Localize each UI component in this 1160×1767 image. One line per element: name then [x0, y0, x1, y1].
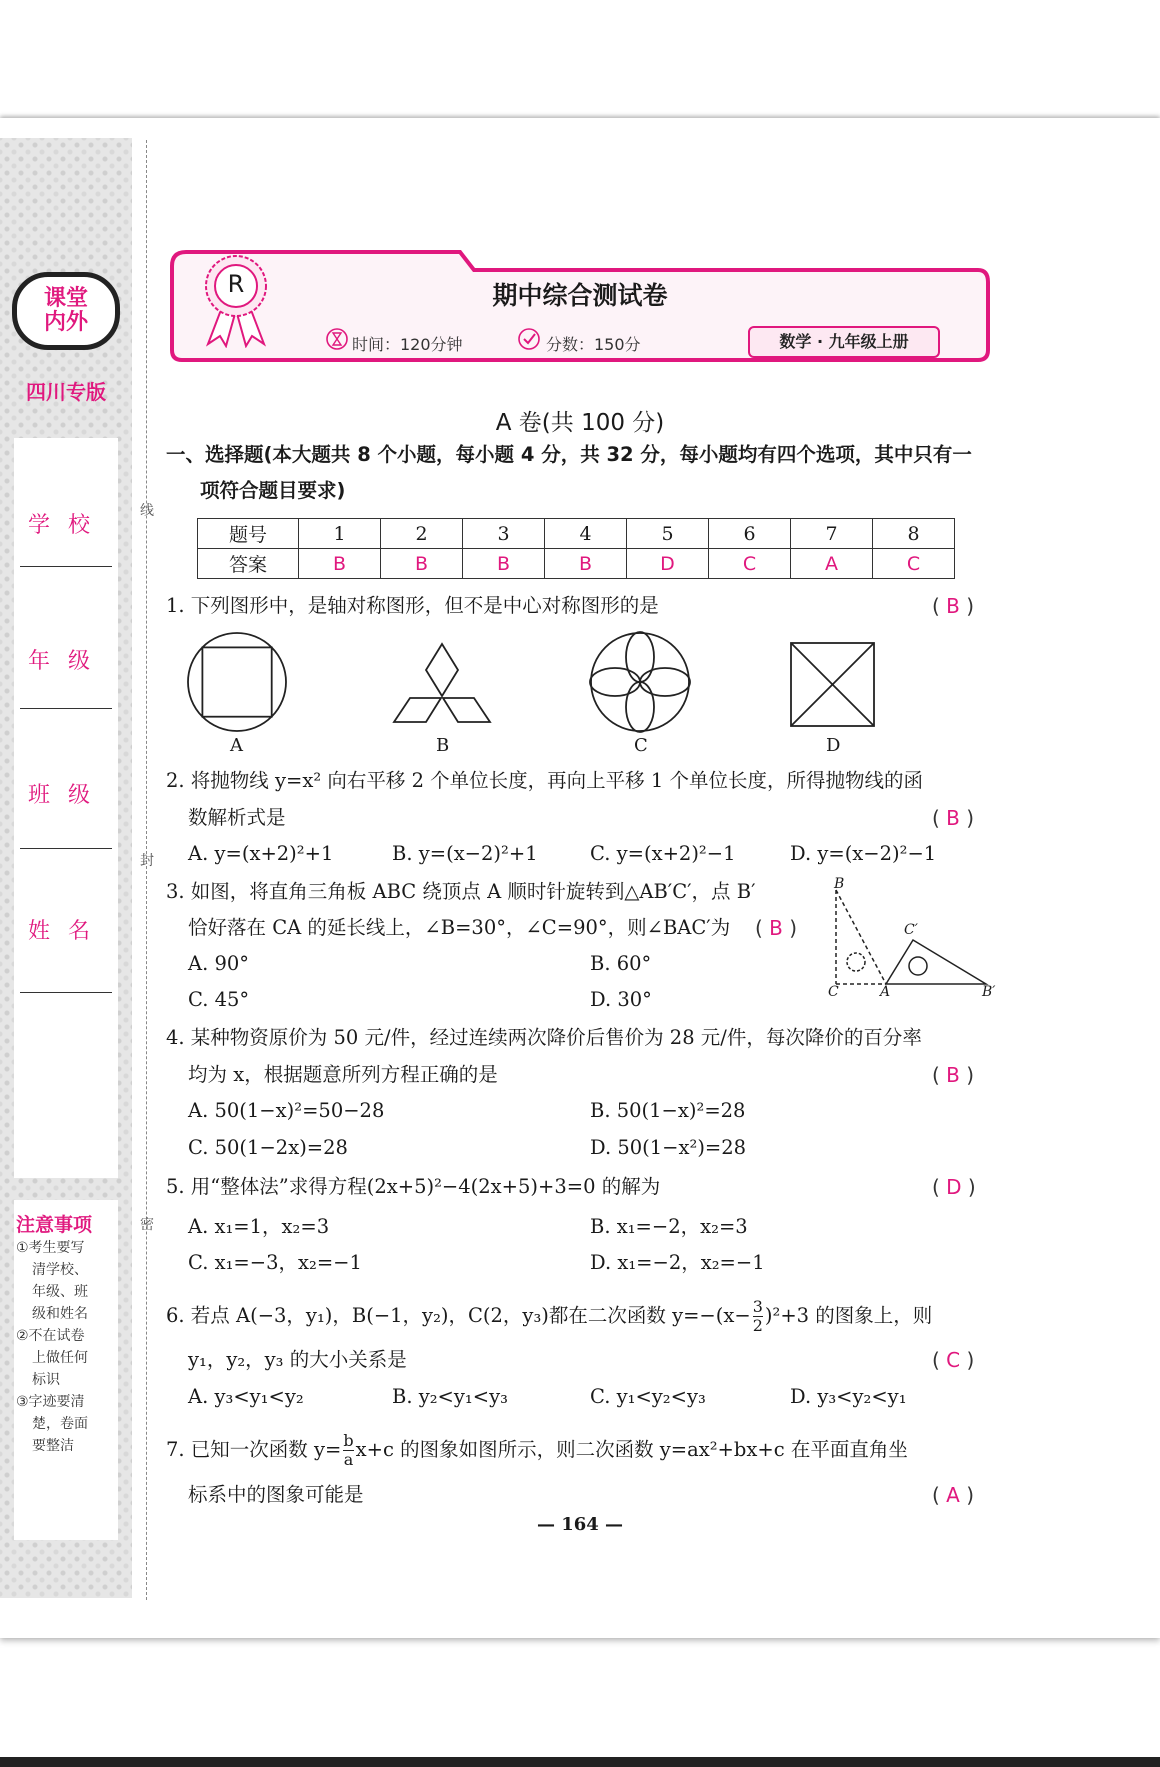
answer-cell[interactable]: C [873, 549, 955, 579]
question-6-text-part: )²+3 的图象上，则 [764, 1304, 933, 1327]
figure-label: B′ [982, 984, 996, 1000]
option[interactable]: D. y=(x−2)²−1 [790, 842, 937, 865]
notes-title: 注意事项 [16, 1214, 93, 1236]
brand-logo [12, 272, 120, 350]
note-line: ①考生要写 [16, 1240, 85, 1256]
fraction [343, 1432, 353, 1469]
field-grade-line[interactable] [20, 708, 112, 709]
section-title: A 卷(共 100 分) [495, 410, 665, 436]
option[interactable]: A. y₃<y₁<y₂ [188, 1385, 304, 1408]
option[interactable]: A. 50(1−x)²=50−28 [188, 1099, 385, 1122]
fraction [753, 1298, 763, 1335]
badge-letter: R [227, 270, 245, 298]
table-cell: 7 [791, 519, 873, 549]
answer-cell[interactable]: C [709, 549, 791, 579]
question-4-text-cont: 均为 x，根据题意所列方程正确的是 [188, 1063, 498, 1086]
figure-label: C [828, 984, 839, 1000]
part1-instruction-cont: 项符合题目要求) [200, 479, 346, 502]
answer-value: B [769, 916, 783, 940]
check-icon [518, 328, 540, 350]
table-header-cell: 答案 [198, 549, 299, 579]
table-cell: 8 [873, 519, 955, 549]
question-7-text-cont: 标系中的图象可能是 [188, 1483, 364, 1506]
option[interactable]: B. 50(1−x)²=28 [590, 1099, 746, 1122]
question-6-text [166, 1298, 932, 1335]
hourglass-icon [326, 328, 348, 350]
logo-line2: 内外 [43, 310, 88, 335]
binding-char: 线 [140, 503, 154, 519]
table-cell: 2 [381, 519, 463, 549]
option[interactable]: B. y₂<y₁<y₃ [392, 1385, 508, 1408]
part1-instruction: 一、选择题(本大题共 8 个小题，每小题 4 分，共 32 分，每小题均有四个选项，其中只有一 [166, 443, 972, 466]
binding-char: 密 [140, 1217, 154, 1233]
answer-cell[interactable]: B [463, 549, 545, 579]
option[interactable]: A. 90° [188, 952, 250, 975]
subject-badge: 数学 · 九年级上册 [748, 326, 940, 358]
option[interactable]: D. x₁=−2，x₂=−1 [590, 1251, 765, 1274]
answer-table-answer-row [198, 549, 955, 579]
field-class-line[interactable] [20, 848, 112, 849]
table-cell: 6 [709, 519, 791, 549]
answer-cell[interactable]: D [627, 549, 709, 579]
figure-label: D [826, 735, 841, 756]
edition-label: 四川专版 [26, 380, 106, 404]
question-4-answer[interactable]: ( B ) [932, 1063, 975, 1087]
answer-value: A [946, 1483, 960, 1507]
option[interactable]: D. 30° [590, 988, 652, 1011]
answer-cell[interactable]: B [381, 549, 463, 579]
page-title: 期中综合测试卷 [492, 281, 668, 310]
fraction-denominator: 2 [752, 1316, 763, 1335]
table-cell: 3 [463, 519, 545, 549]
table-cell: 5 [627, 519, 709, 549]
option[interactable]: A. x₁=1，x₂=3 [188, 1215, 330, 1238]
question-3-triangle-figure [826, 880, 1006, 1000]
answer-cell[interactable]: A [791, 549, 873, 579]
answer-table [197, 518, 955, 579]
question-1-figures [184, 630, 894, 738]
fraction-numerator: 3 [752, 1297, 763, 1316]
option[interactable]: D. y₃<y₂<y₁ [790, 1385, 907, 1408]
figure-d-square-diagonals [791, 643, 874, 726]
note-line: 要整洁 [32, 1438, 74, 1454]
answer-table-header-row [198, 519, 955, 549]
option[interactable]: C. 50(1−2x)=28 [188, 1136, 348, 1159]
question-3-text: 3. 如图，将直角三角板 ABC 绕顶点 A 顺时针旋转到△AB′C′，点 B′ [166, 880, 756, 903]
field-school: 学校 [28, 513, 109, 538]
question-6-text-cont: y₁，y₂，y₃ 的大小关系是 [188, 1348, 407, 1371]
time-label: 时间：120分钟 [352, 335, 463, 354]
figure-label: B [834, 876, 845, 892]
figure-label: C′ [904, 922, 918, 938]
binding-line [146, 140, 147, 1600]
option[interactable]: C. x₁=−3，x₂=−1 [188, 1251, 362, 1274]
note-line: 年级、班 [32, 1284, 88, 1300]
answer-value: B [946, 806, 960, 830]
question-1-text: 1. 下列图形中，是轴对称图形，但不是中心对称图形的是 [166, 594, 659, 617]
answer-cell[interactable]: B [299, 549, 381, 579]
table-cell: 1 [299, 519, 381, 549]
field-class: 班级 [28, 783, 109, 808]
field-school-line[interactable] [20, 566, 112, 567]
figure-label: A [230, 735, 243, 756]
field-name-line[interactable] [20, 992, 112, 993]
question-1-answer[interactable]: ( B ) [932, 594, 975, 618]
notes-section [16, 1210, 120, 1457]
option[interactable]: B. 60° [590, 952, 652, 975]
figure-c-petals [590, 632, 690, 732]
ribbon-badge-icon [200, 252, 272, 348]
field-name: 姓名 [28, 919, 109, 944]
option[interactable]: D. 50(1−x²)=28 [590, 1136, 747, 1159]
option[interactable]: C. y₁<y₂<y₃ [590, 1385, 706, 1408]
question-2-answer[interactable]: ( B ) [932, 806, 975, 830]
binding-char: 封 [140, 853, 154, 869]
option[interactable]: C. 45° [188, 988, 250, 1011]
bottom-bar [0, 1757, 1160, 1767]
answer-value: B [946, 594, 960, 618]
fraction-numerator: b [343, 1431, 354, 1450]
question-2-text-cont: 数解析式是 [188, 806, 286, 829]
answer-value: D [946, 1175, 962, 1199]
question-3-answer[interactable]: ( B ) [755, 916, 798, 940]
fraction-denominator: a [343, 1450, 354, 1469]
question-3-text-cont: 恰好落在 CA 的延长线上，∠B=30°，∠C=90°，则∠BAC′为 [188, 916, 731, 939]
question-6-answer[interactable]: ( C ) [932, 1348, 975, 1372]
field-grade: 年级 [28, 649, 109, 674]
note-line: ③字迹要清 [16, 1394, 85, 1410]
question-7-text-part: 7. 已知一次函数 y= [166, 1438, 342, 1461]
note-line: 楚，卷面 [32, 1416, 88, 1432]
logo-line1: 课堂 [43, 286, 88, 311]
note-line: 上做任何 [32, 1350, 88, 1366]
figure-b-diamonds [394, 644, 490, 722]
option[interactable]: C. y=(x+2)²−1 [590, 842, 736, 865]
question-7-answer[interactable]: ( A ) [932, 1483, 975, 1507]
note-line: 标识 [32, 1372, 60, 1388]
question-5-text: 5. 用“整体法”求得方程(2x+5)²−4(2x+5)+3=0 的解为 [166, 1175, 661, 1198]
note-line: 级和姓名 [32, 1306, 88, 1322]
option[interactable]: B. y=(x−2)²+1 [392, 842, 538, 865]
question-5-answer[interactable]: ( D ) [932, 1175, 976, 1199]
answer-value: B [946, 1063, 960, 1087]
table-cell: 4 [545, 519, 627, 549]
figure-label: B [436, 735, 450, 756]
note-line: 清学校、 [32, 1262, 88, 1278]
option[interactable]: B. x₁=−2，x₂=3 [590, 1215, 748, 1238]
question-2-text: 2. 将抛物线 y=x² 向右平移 2 个单位长度，再向上平移 1 个单位长度，所得抛物线的函 [166, 769, 923, 792]
question-4-text: 4. 某种物资原价为 50 元/件，经过连续两次降价后售价为 28 元/件，每次降价的百分率 [166, 1026, 922, 1049]
question-6-text-part: 6. 若点 A(−3，y₁)，B(−1，y₂)，C(2，y₃)都在二次函数 y=−(x− [166, 1304, 751, 1327]
note-line: ②不在试卷 [16, 1328, 85, 1344]
option[interactable]: A. y=(x+2)²+1 [188, 842, 334, 865]
figure-a-circle-square [188, 633, 286, 731]
question-7-text [166, 1432, 908, 1469]
question-7-text-part: x+c 的图象如图所示，则二次函数 y=ax²+bx+c 在平面直角坐 [355, 1438, 908, 1461]
table-header-cell: 题号 [198, 519, 299, 549]
answer-cell[interactable]: B [545, 549, 627, 579]
figure-label: C [634, 735, 648, 756]
page-number: — 164 — [536, 1514, 624, 1535]
answer-value: C [946, 1348, 961, 1372]
score-label: 分数：150分 [546, 335, 641, 354]
figure-label: A [880, 984, 891, 1000]
